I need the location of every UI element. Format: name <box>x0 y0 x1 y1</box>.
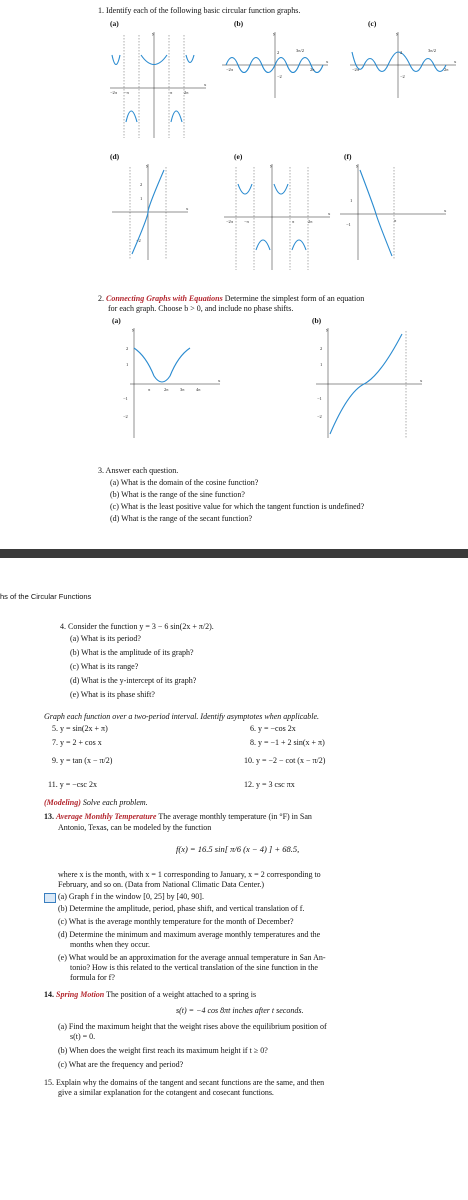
q2-label-a: (a) <box>112 316 121 325</box>
svg-text:π: π <box>148 387 151 392</box>
running-header: hs of the Circular Functions <box>0 592 92 601</box>
q4-item-b: (b) What is the amplitude of its graph? <box>70 648 194 657</box>
graphing-calculator-icon <box>44 893 56 903</box>
svg-text:x: x <box>328 211 331 216</box>
question-13-title: Average Monthly Temperature <box>56 812 157 821</box>
svg-text:y: y <box>396 31 399 36</box>
svg-text:−2π: −2π <box>226 219 234 224</box>
svg-text:−2π: −2π <box>226 67 234 72</box>
q14-item-c: (c) What are the frequency and period? <box>58 1060 184 1069</box>
q13-after-2: February, and so on. (Data from National Climatic Data Center.) <box>58 880 265 889</box>
svg-text:−2: −2 <box>123 414 128 419</box>
graph-label-c: (c) <box>368 19 377 28</box>
svg-text:x: x <box>454 59 457 64</box>
question-4: 4. Consider the function y = 3 − 6 sin(2x + π/2). <box>60 622 214 631</box>
graph-f-cotangent <box>338 162 448 262</box>
svg-text:1: 1 <box>350 198 353 203</box>
graph-instructions: Graph each function over a two-period interval. Identify asymptotes when applicable. <box>44 712 320 721</box>
graph-d-tangent <box>110 162 190 262</box>
question-13 <box>44 812 312 822</box>
svg-text:x: x <box>186 206 189 211</box>
q13-item-b: (b) Determine the amplitude, period, phase shift, and vertical translation of f. <box>58 904 305 913</box>
svg-text:−π: −π <box>124 90 129 95</box>
question-3: 3. Answer each question. <box>98 466 179 475</box>
q13-item-a: (a) Graph f in the window [0, 25] by [40, 90]. <box>58 892 204 901</box>
q4-item-d: (d) What is the y-intercept of its graph? <box>70 676 197 685</box>
graph-2b <box>314 326 424 441</box>
q14-formula: s(t) = −4 cos 8πt inches after t seconds. <box>176 1006 304 1015</box>
svg-text:y: y <box>273 31 276 36</box>
exercise-10: 10. y = −2 − cot (x − π/2) <box>244 756 326 765</box>
exercise-11: 11. y = −csc 2x <box>48 780 97 789</box>
exercise-8: 8. y = −1 + 2 sin(x + π) <box>250 738 325 747</box>
svg-text:2π: 2π <box>310 67 315 72</box>
graph-label-a: (a) <box>110 19 119 28</box>
graph-label-e: (e) <box>234 152 243 161</box>
q13-item-d-cont: months when they occur. <box>70 940 150 949</box>
q14-item-b: (b) When does the weight first reach its maximum height if t ≥ 0? <box>58 1046 268 1055</box>
svg-text:2: 2 <box>320 346 323 351</box>
question-2-line2: for each graph. Choose b > 0, and include no phase shifts. <box>108 304 294 313</box>
question-14 <box>44 990 256 1000</box>
svg-text:y: y <box>356 163 359 168</box>
svg-text:−2π: −2π <box>352 67 360 72</box>
svg-text:1: 1 <box>140 196 143 201</box>
svg-text:2π: 2π <box>444 67 449 72</box>
question-2-text: Determine the simplest form of an equation <box>224 294 365 303</box>
svg-text:2: 2 <box>277 50 280 55</box>
svg-text:π: π <box>292 219 295 224</box>
svg-text:y: y <box>132 327 135 332</box>
question-2-number: 2. <box>98 294 104 303</box>
q4-item-e: (e) What is its phase shift? <box>70 690 155 699</box>
svg-text:−2: −2 <box>136 238 141 243</box>
svg-text:−2: −2 <box>277 74 282 79</box>
svg-text:y: y <box>326 327 329 332</box>
svg-text:x: x <box>204 82 207 87</box>
question-15-line2: give a similar explanation for the cotangent and cosecant functions. <box>58 1088 274 1097</box>
question-2-title: Connecting Graphs with Equations <box>106 294 223 303</box>
q4-item-c: (c) What is its range? <box>70 662 139 671</box>
svg-text:3π: 3π <box>180 387 185 392</box>
question-14-number: 14. <box>44 990 54 999</box>
svg-text:2: 2 <box>140 182 143 187</box>
svg-text:y: y <box>146 163 149 168</box>
graph-2a <box>112 326 222 441</box>
svg-text:3π/2: 3π/2 <box>296 48 305 53</box>
svg-text:2π: 2π <box>308 219 313 224</box>
q13-item-e: (e) What would be an approximation for the average annual temperature in San An- <box>58 953 326 962</box>
question-14-title: Spring Motion <box>56 990 105 999</box>
question-15: 15. Explain why the domains of the tangent and secant functions are the same, and then <box>44 1078 325 1087</box>
svg-text:−π: −π <box>244 219 249 224</box>
svg-text:1: 1 <box>126 362 129 367</box>
graph-a-secant <box>108 30 208 140</box>
q14-item-a: (a) Find the maximum height that the weight rises above the equilibrium position of <box>58 1022 327 1031</box>
modeling-tag: (Modeling) <box>44 798 81 807</box>
svg-text:x: x <box>420 378 423 383</box>
exercise-5: 5. y = sin(2x + π) <box>52 724 108 733</box>
q4-item-a: (a) What is its period? <box>70 634 141 643</box>
question-14-text: The position of a weight attached to a spring is <box>106 990 257 999</box>
graph-b-sine <box>220 30 330 100</box>
page-separator <box>0 549 468 558</box>
q3-item-d: (d) What is the range of the secant function? <box>110 514 253 523</box>
svg-text:x: x <box>444 208 447 213</box>
question-1: 1. Identify each of the following basic circular function graphs. <box>98 6 301 15</box>
svg-text:3π/2: 3π/2 <box>428 48 437 53</box>
svg-text:x: x <box>326 59 329 64</box>
q14-item-a-cont: s(t) = 0. <box>70 1032 96 1041</box>
svg-text:−2: −2 <box>317 414 322 419</box>
svg-text:−1: −1 <box>123 396 128 401</box>
svg-text:y: y <box>152 31 155 36</box>
exercise-12: 12. y = 3 csc πx <box>244 780 295 789</box>
q13-after-1: where x is the month, with x = 1 corresponding to January, x = 2 corresponding to <box>58 870 321 879</box>
q13-item-d: (d) Determine the minimum and maximum average monthly temperatures and the <box>58 930 321 939</box>
exercise-6: 6. y = −cos 2x <box>250 724 296 733</box>
q13-formula: f(x) = 16.5 sin[ π/6 (x − 4) ] + 68.5, <box>176 844 300 854</box>
q2-label-b: (b) <box>312 316 322 325</box>
svg-text:−2π: −2π <box>110 90 118 95</box>
svg-text:1: 1 <box>320 362 323 367</box>
graph-c-cosine <box>348 30 458 100</box>
graph-e-cosecant <box>222 162 332 272</box>
svg-text:2: 2 <box>400 50 403 55</box>
question-13-text: The average monthly temperature (in °F) in San <box>158 812 312 821</box>
svg-text:π: π <box>394 218 397 223</box>
exercise-7: 7. y = 2 + cos x <box>52 738 102 747</box>
graph-label-f: (f) <box>344 152 352 161</box>
svg-text:y: y <box>270 163 273 168</box>
svg-text:4π: 4π <box>196 387 201 392</box>
graph-label-d: (d) <box>110 152 120 161</box>
question-13-line2: Antonio, Texas, can be modeled by the function <box>58 823 212 832</box>
svg-text:2π: 2π <box>184 90 189 95</box>
question-13-number: 13. <box>44 812 54 821</box>
modeling-heading <box>44 798 148 808</box>
svg-text:−1: −1 <box>346 222 351 227</box>
q13-item-e-cont: tonio? How is this related to the vertical translation of the sine function in the <box>70 963 318 972</box>
svg-text:−1: −1 <box>317 396 322 401</box>
svg-text:2: 2 <box>126 346 129 351</box>
svg-text:π: π <box>170 90 173 95</box>
svg-text:−2: −2 <box>400 74 405 79</box>
graph-label-b: (b) <box>234 19 244 28</box>
q13-item-e-cont2: formula for f? <box>70 973 115 982</box>
q3-item-a: (a) What is the domain of the cosine function? <box>110 478 259 487</box>
exercise-9: 9. y = tan (x − π/2) <box>52 756 113 765</box>
svg-text:x: x <box>218 378 221 383</box>
q3-item-c: (c) What is the least positive value for which the tangent function is undefined? <box>110 502 365 511</box>
question-2 <box>98 294 364 304</box>
q3-item-b: (b) What is the range of the sine function? <box>110 490 245 499</box>
modeling-text: Solve each problem. <box>82 798 148 807</box>
q13-item-c: (c) What is the average monthly temperature for the month of December? <box>58 917 294 926</box>
svg-text:2π: 2π <box>164 387 169 392</box>
